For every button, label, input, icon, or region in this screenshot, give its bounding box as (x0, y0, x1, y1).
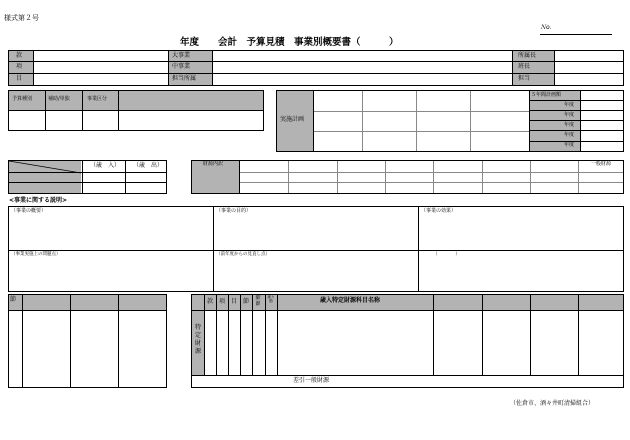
specific-funds-label: 特定財源 (194, 324, 201, 355)
explanation-heading: <事業に関する説明> (9, 197, 68, 204)
setsu-label: 節 (10, 296, 17, 303)
footer-org: （佐倉市、酒々井町清掃組合） (510, 400, 595, 407)
form-number: 様式第２号 (4, 14, 39, 22)
overview-label: （事業の概要） (11, 208, 47, 214)
year-row-4: 年度 (564, 132, 575, 138)
col-kan: 款 (207, 298, 214, 305)
subtract-label: 差引一般財源 (293, 377, 330, 384)
col-kou: 項 (219, 298, 226, 305)
col-moku: 目 (231, 298, 238, 305)
paren-label: （ ） (433, 252, 460, 257)
problems-label: （事業実施上の問題点） (11, 252, 61, 257)
col-detail: 細節 (255, 295, 261, 307)
label-moku: 目 (16, 75, 23, 82)
label-head: 所属長 (518, 52, 537, 59)
finance-breakdown-label: 財源内訳 (203, 161, 224, 167)
item-name-header: 歳入特定財源科目名称 (320, 297, 381, 304)
purpose-label: （事業の目的） (216, 208, 252, 214)
label-large-project: 大事業 (172, 52, 191, 59)
general-fund-label: 一般財源 (591, 161, 612, 167)
label-kou: 項 (16, 63, 23, 70)
revenue-label: （歳 入） (90, 162, 121, 169)
subsidy-header: 補助/単独 (48, 96, 70, 102)
effect-label: （事業の効果） (421, 208, 457, 214)
five-year-label: ５年間計画額 (531, 92, 562, 98)
finance-breakdown-grid (191, 160, 624, 194)
label-kan: 款 (16, 52, 23, 59)
explanation-grid (8, 206, 624, 292)
year-row-5: 年度 (564, 142, 575, 148)
label-department: 担当所属 (172, 75, 197, 82)
label-charge: 担当 (518, 75, 531, 82)
col-setsu: 節 (243, 298, 250, 305)
expense-label: （歳 出） (133, 162, 164, 169)
year-row-2: 年度 (564, 112, 575, 118)
project-category-header: 事業区分 (87, 96, 108, 102)
year-row-1: 年度 (564, 102, 575, 108)
page-title: 年度 会計 予算見積 事業別概要書（ ） (180, 37, 399, 48)
year-row-3: 年度 (564, 122, 575, 128)
no-label: Ｎo． (540, 24, 556, 31)
label-chief: 班長 (518, 63, 531, 70)
budget-type-header: 予算種別 (12, 96, 33, 102)
no-underline (540, 34, 612, 35)
plan-label: 実施計画 (280, 116, 305, 123)
label-mid-project: 中事業 (172, 63, 191, 70)
col-number: 細々節 (267, 295, 275, 303)
changes-label: （前年度からの見直し点） (216, 252, 270, 257)
